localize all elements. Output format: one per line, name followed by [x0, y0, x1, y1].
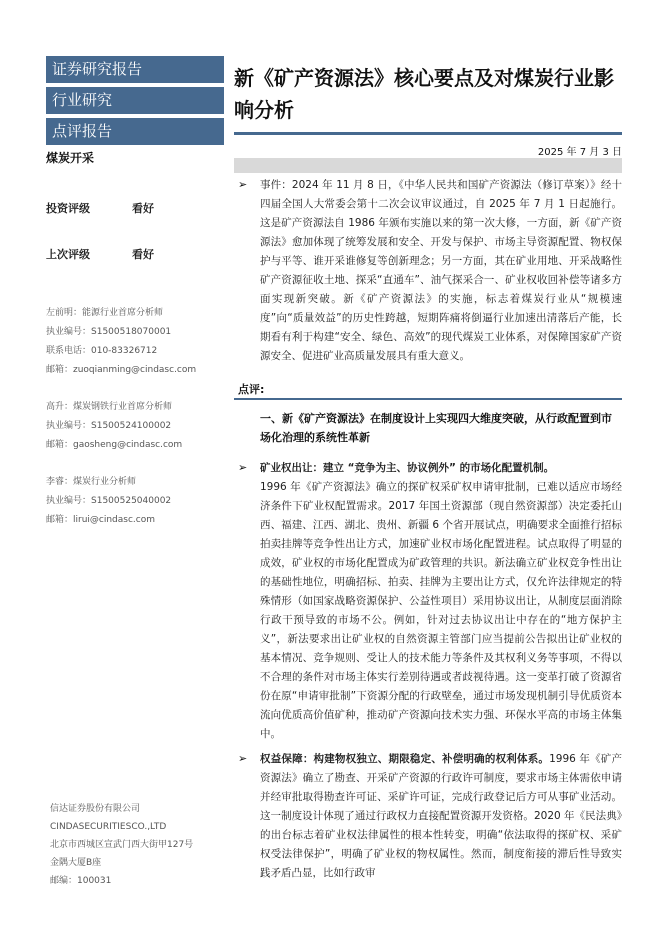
company-name-en: CINDASECURITIESCO.,LTD — [50, 822, 167, 832]
grey-band — [234, 158, 622, 173]
sector-label: 煤炭开采 — [46, 151, 95, 165]
point-2-heading: 权益保障：构建物权独立、期限稳定、补偿明确的权利体系。 — [260, 753, 550, 765]
bullet-icon: ➢ — [238, 461, 248, 474]
analyst-title: 左前明：能源行业首席分析师 — [46, 308, 164, 318]
point-2 — [260, 750, 622, 928]
company-postcode: 邮编：100031 — [50, 876, 112, 886]
event-paragraph: 事件：2024 年 11 月 8 日，《中华人民共和国矿产资源法（修订草案）》经十四届全国人大常委会第十二次会议审议通过，自 2025 年 7 月 1 日起施行。这是矿产资源法自 1986 年颁布实施以来的第一次大修，一方面，新《矿产资源法》愈加体现了统筹发展和安全、开发与保护、市场主导资源配置、物权保护与平等、谁开采谁修复等创新理念；另一方面，其在矿业用地、开采战略性矿产资源征收土地、探采“直通车”、油气探采合一、矿业权收回补偿等诸多方面实现新突破。新《矿产资源法》的实施，标志着煤炭行业从“规模速度”向“质量效益”的历史性跨越，短期阵痛将倒逼行业加速出清落后产能，长期看有利于构建“安全、绿色、高效”的现代煤炭工业体系，对保障国家矿产资源安全、促进矿业高质量发展具有重大意义。 — [260, 179, 622, 362]
point-1 — [260, 459, 622, 744]
analyst-phone: 联系电话：010-83326712 — [46, 346, 158, 356]
company-building: 金隅大厦B座 — [50, 858, 102, 868]
title-divider — [234, 132, 622, 135]
investment-rating — [46, 200, 224, 216]
analyst-block — [46, 304, 224, 380]
comment-label: 点评: — [238, 383, 265, 396]
bullet-icon: ➢ — [238, 752, 248, 765]
analyst-email[interactable]: 邮箱：zuoqianming@cindasc.com — [46, 365, 197, 375]
company-address: 北京市西城区宣武门西大街甲127号 — [50, 840, 194, 850]
sidebar — [46, 56, 224, 530]
analyst-block — [46, 473, 224, 530]
analyst-cert: 执业编号：S1500518070001 — [46, 327, 172, 337]
investment-rating-value: 看好 — [132, 202, 154, 215]
analyst-title: 李睿：煤炭行业分析师 — [46, 477, 137, 487]
analyst-email[interactable]: 邮箱：lirui@cindasc.com — [46, 515, 156, 525]
report-date: 2025 年 7 月 3 日 — [537, 147, 622, 158]
tab-review-report: 点评报告 — [46, 118, 224, 145]
tab-securities-report: 证券研究报告 — [46, 56, 224, 83]
analyst-cert: 执业编号：S1500525040002 — [46, 496, 172, 506]
tab-industry-research: 行业研究 — [46, 87, 224, 114]
point-2-body: 1996 年《矿产资源法》确立了勘查、开采矿产资源的行政许可制度，要求市场主体需依申请并经审批取得勘查许可证、采矿许可证，完成行政登记后方可从事矿业活动。这一制度设计体现了通过行政权力直接配置资源开发资格。2020 年《民法典》的出台标志着矿业权法律属性的根本性转变，明确“依法取得的探矿权、采矿权受法律保护”，明确了矿业权的物权属性。然而，制度衔接的滞后性导致实践矛盾凸显，比如行政审 — [260, 753, 622, 879]
point-1-heading: 矿业权出让：建立 “竞争为主、协议例外” 的市场化配置机制。 — [260, 462, 555, 474]
previous-rating-value: 看好 — [132, 248, 154, 261]
comment-divider — [234, 398, 622, 400]
company-name-cn: 信达证券股份有限公司 — [50, 804, 141, 814]
analyst-email[interactable]: 邮箱：gaosheng@cindasc.com — [46, 440, 183, 450]
point-1-body: 1996 年《矿产资源法》确立的探矿权采矿权申请审批制，已难以适应市场经济条件下矿业权配置需求。2017 年国土资源部（现自然资源部）决定委托山西、福建、江西、湖北、贵州、新疆 6 个省开展试点，明确要求全面推行招标拍卖挂牌等竞争性出让方式，加速矿业权市场化配置进程。试点取得了明显的成效，矿业权的市场化配置成为矿政管理的共识。新法确立矿业权竞争性出让的基础性地位，明确招标、拍卖、挂牌为主要出让方式，仅允许法律规定的特殊情形（如国家战略资源保护、公益性项目）采用协议出让，从制度层面消除行政干预导致的市场不公。例如，针对过去协议出让中存在的“地方保护主义”，新法要求出让矿业权的自然资源主管部门应当提前公告拟出让矿业权的基本情况、竞争规则、受让人的技术能力等条件及其权利义务等事项，不得以不合理的条件对市场主体实行差别待遇或者歧视待遇。这一变革打破了资源省份在原“申请审批制”下资源分配的行政壁垒，通过市场发现机制引导优质资本流向优质高价值矿种，推动矿产资源向技术实力强、环保水平高的市场主体集中。 — [260, 481, 622, 740]
investment-rating-label: 投资评级 — [46, 202, 90, 215]
bullet-icon: ➢ — [238, 178, 248, 191]
previous-rating-label: 上次评级 — [46, 248, 90, 261]
analyst-cert: 执业编号：S1500524100002 — [46, 421, 172, 431]
company-info — [50, 800, 193, 890]
analyst-block — [46, 398, 224, 455]
report-title: 新《矿产资源法》核心要点及对煤炭行业影响分析 — [234, 66, 614, 122]
previous-rating — [46, 246, 224, 262]
section-heading-1: 一、新《矿产资源法》在制度设计上实现四大维度突破，从行政配置到市场化治理的系统性革新 — [260, 412, 612, 444]
analyst-title: 高升：煤炭钢铁行业首席分析师 — [46, 402, 173, 412]
